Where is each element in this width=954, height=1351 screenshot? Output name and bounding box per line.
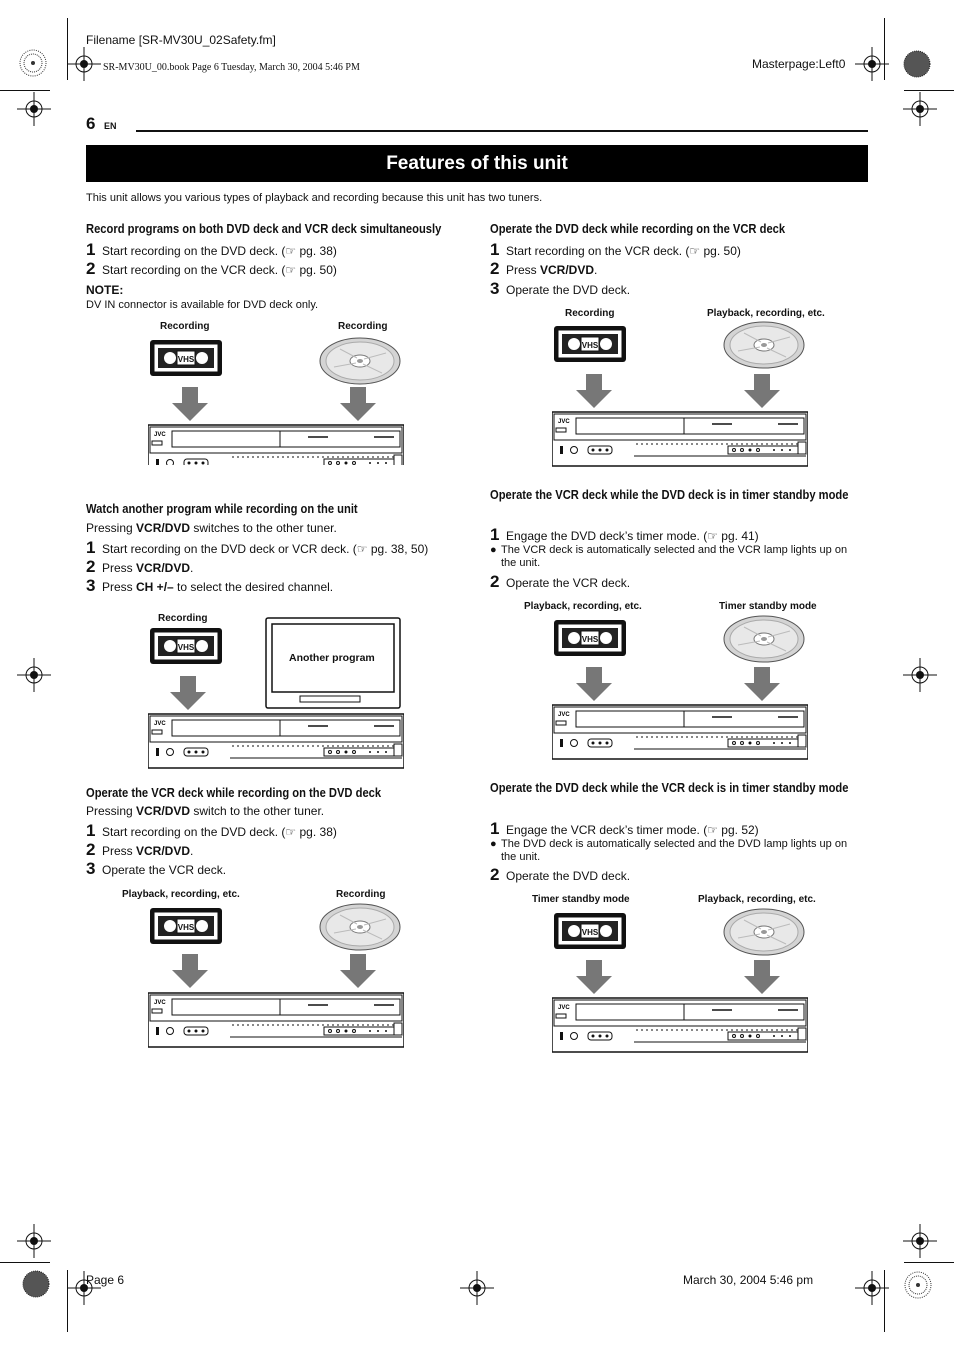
section-heading: Operate the VCR deck while the DVD deck is in timer standby mode <box>490 487 849 502</box>
step-text: Press CH +/– to select the desired channel. <box>102 580 334 594</box>
vcr-dvd-diagram <box>148 900 404 1050</box>
book-info-line: SR-MV30U_00.book Page 6 Tuesday, March 30, 2004 5:46 PM <box>103 62 360 73</box>
step-item: 3 Operate the DVD deck. <box>490 279 631 298</box>
step-text: Start recording on the VCR deck. (☞ pg. 50) <box>102 263 337 277</box>
step-text: Start recording on the DVD deck or VCR deck. (☞ pg. 38, 50) <box>102 542 429 556</box>
language-code: EN <box>104 121 117 131</box>
starburst-mark-icon <box>18 48 48 78</box>
figure-label: Recording <box>160 321 210 332</box>
bullet-note: ● The DVD deck is automatically selected and the DVD lamp lights up on the unit. <box>490 838 848 863</box>
step-text: Operate the VCR deck. <box>506 576 631 590</box>
page-title: Features of this unit <box>86 145 868 182</box>
step-text: Start recording on the DVD deck. (☞ pg. 38) <box>102 825 337 839</box>
step-item: 1 Engage the DVD deck’s timer mode. (☞ pg. 41) <box>490 525 759 544</box>
step-number: 1 <box>86 240 96 259</box>
footer-page: Page 6 <box>86 1273 125 1287</box>
step-text: Operate the DVD deck. <box>506 283 631 297</box>
crop-mark <box>904 1262 954 1263</box>
step-item: 1 Start recording on the DVD deck. (☞ pg. 38) <box>86 821 337 840</box>
step-text: Press VCR/DVD. <box>102 561 194 575</box>
section-heading: Operate the DVD deck while the VCR deck is in timer standby mode <box>490 780 849 795</box>
step-item: 2 Operate the VCR deck. <box>490 572 631 591</box>
step-item: 2 Press VCR/DVD. <box>86 840 194 859</box>
figure-label: Recording <box>565 308 615 319</box>
figure-label: Playback, recording, etc. <box>698 894 816 905</box>
section-intro: Pressing VCR/DVD switches to the other tuner. <box>86 521 337 535</box>
timer-standby-vcr-diagram <box>552 905 808 1055</box>
step-item: 1 Start recording on the VCR deck. (☞ pg. 50) <box>490 240 741 259</box>
note-text: DV IN connector is available for DVD deck only. <box>86 299 319 311</box>
step-item: 3 Operate the VCR deck. <box>86 859 227 878</box>
step-item: 1 Start recording on the DVD deck or VCR deck. (☞ pg. 38, 50) <box>86 538 429 557</box>
section-heading: Operate the VCR deck while recording on the DVD deck <box>86 785 382 800</box>
registration-mark-icon <box>17 92 51 126</box>
step-text: Engage the VCR deck’s timer mode. (☞ pg. 52) <box>506 823 759 837</box>
starburst-mark-icon <box>903 1270 933 1300</box>
header-rule <box>136 130 868 132</box>
intro-text: This unit allows you various types of playback and recording because this unit has two tuners. <box>86 192 543 204</box>
dvd-vcr-diagram <box>552 318 808 468</box>
step-item: 2 Press VCR/DVD. <box>490 259 598 278</box>
step-text: Start recording on the DVD deck. (☞ pg. 38) <box>102 244 337 258</box>
dual-recording-diagram <box>148 335 404 465</box>
crop-mark <box>904 90 954 91</box>
note-title: NOTE: <box>86 283 124 297</box>
registration-mark-icon <box>460 1271 494 1305</box>
tv-recording-diagram <box>148 616 404 770</box>
step-text: Press VCR/DVD. <box>102 844 194 858</box>
bullet-note: ● The VCR deck is automatically selected and the VCR lamp lights up on the unit. <box>490 544 848 569</box>
step-text: Engage the DVD deck’s timer mode. (☞ pg. 41) <box>506 529 759 543</box>
step-item <box>86 259 337 279</box>
figure-label: Playback, recording, etc. <box>524 601 642 612</box>
step-text: Operate the DVD deck. <box>506 869 631 883</box>
step-item: 2 Press VCR/DVD. <box>86 557 194 576</box>
registration-mark-icon <box>903 1224 937 1258</box>
section-heading: Operate the DVD deck while recording on the VCR deck <box>490 221 786 236</box>
step-text: Press VCR/DVD. <box>506 263 598 277</box>
step-item: 2 Operate the DVD deck. <box>490 865 631 884</box>
step-text: Operate the VCR deck. <box>102 863 227 877</box>
section-heading: Record programs on both DVD deck and VCR deck simultaneously <box>86 221 442 236</box>
crop-mark <box>0 90 50 91</box>
registration-mark-icon <box>17 658 51 692</box>
figure-label: Playback, recording, etc. <box>122 889 240 900</box>
figure-label: Playback, recording, etc. <box>707 308 825 319</box>
crop-mark <box>0 1262 50 1263</box>
step-number: 2 <box>86 259 96 278</box>
figure-label: Recording <box>158 613 208 624</box>
step-item: 3 Press CH +/– to select the desired channel. <box>86 576 334 595</box>
gray-dot-mark-icon <box>22 1270 50 1298</box>
gray-dot-mark-icon <box>903 50 931 78</box>
figure-label: Timer standby mode <box>719 601 817 612</box>
registration-mark-icon <box>17 1224 51 1258</box>
registration-mark-icon <box>67 47 101 81</box>
tv-screen-text: Another program <box>289 652 375 664</box>
registration-mark-icon <box>855 47 889 81</box>
figure-label: Recording <box>338 321 388 332</box>
filename-label: Filename [SR-MV30U_02Safety.fm] <box>86 33 276 47</box>
page-number: 6 <box>86 114 96 133</box>
section-intro: Pressing VCR/DVD switch to the other tuner. <box>86 804 325 818</box>
registration-mark-icon <box>855 1271 889 1305</box>
step-item: 1 Engage the VCR deck’s timer mode. (☞ pg. 52) <box>490 819 759 838</box>
registration-mark-icon <box>903 658 937 692</box>
section-heading: Watch another program while recording on the unit <box>86 501 358 516</box>
figure-label: Timer standby mode <box>532 894 630 905</box>
timer-standby-dvd-diagram <box>552 612 808 762</box>
figure-label: Recording <box>336 889 386 900</box>
registration-mark-icon <box>903 92 937 126</box>
footer-date: March 30, 2004 5:46 pm <box>683 1273 814 1287</box>
masterpage-label: Masterpage:Left0 <box>752 57 846 71</box>
step-item <box>86 240 337 260</box>
step-text: Start recording on the VCR deck. (☞ pg. 50) <box>506 244 741 258</box>
